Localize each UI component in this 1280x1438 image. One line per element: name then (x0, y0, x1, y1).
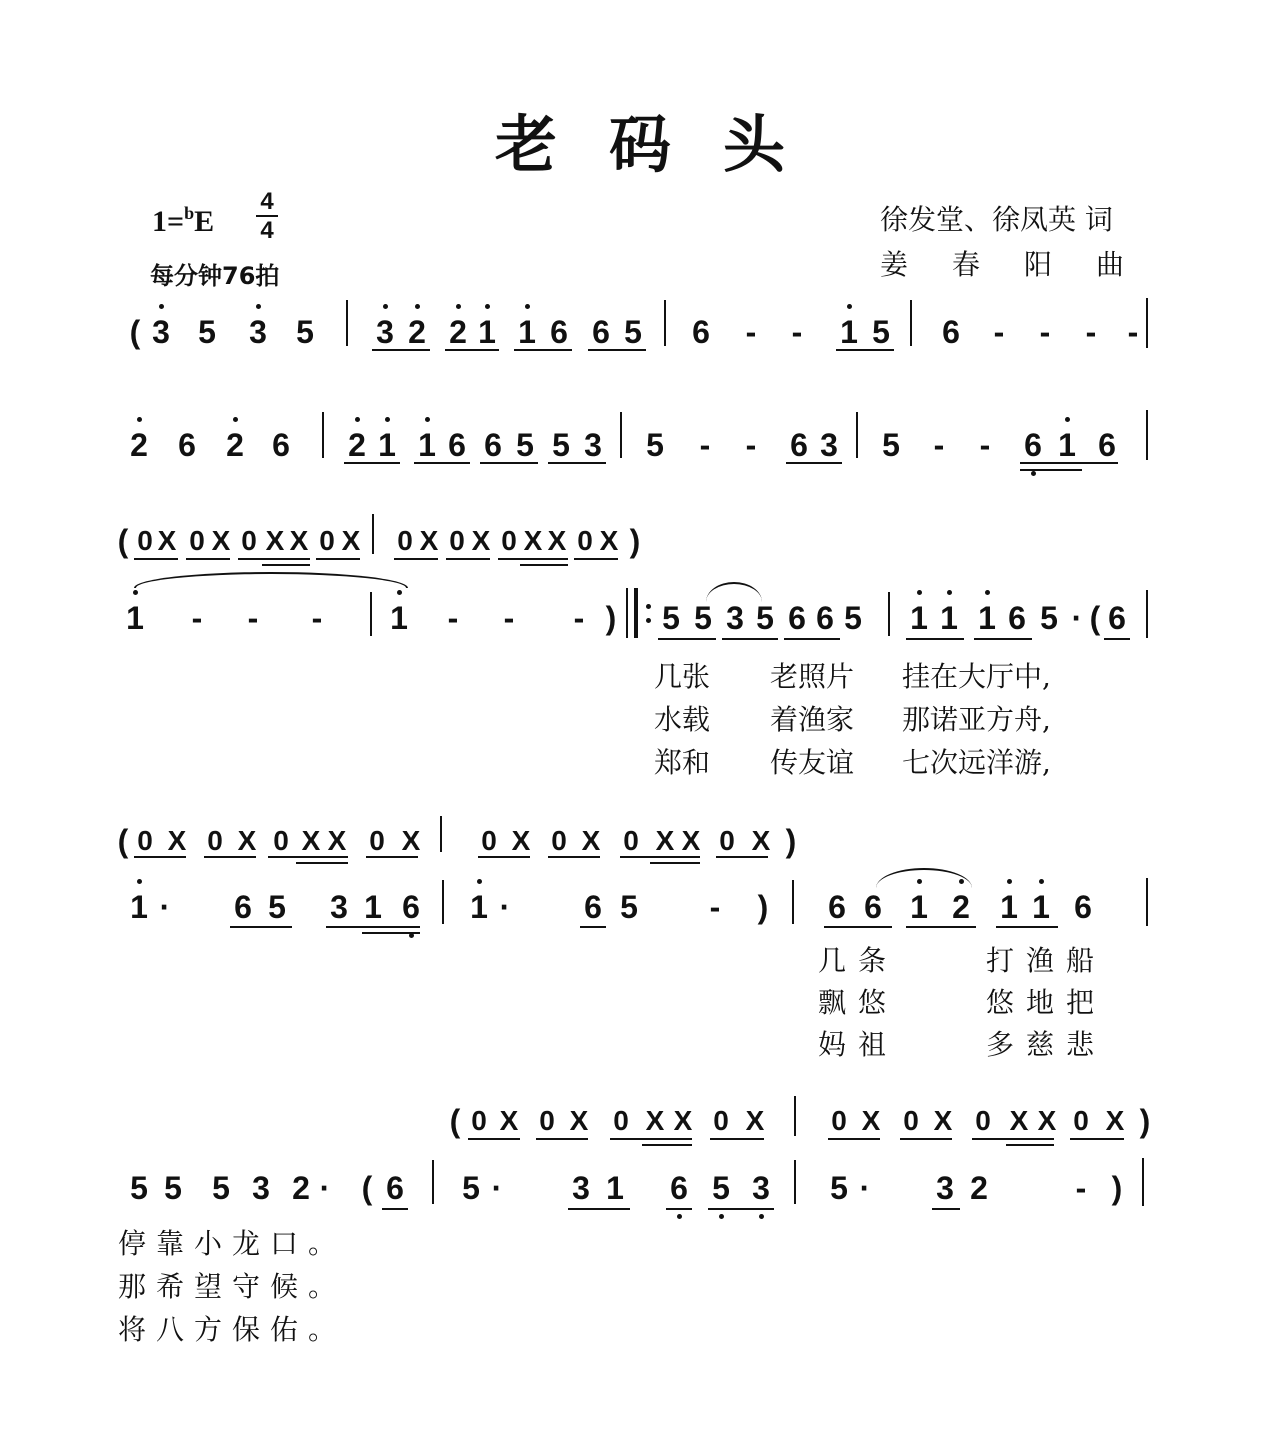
barline (372, 514, 374, 554)
lyricist-credit: 徐发堂、徐凤英 词 (880, 203, 1113, 236)
note: 1 (124, 887, 154, 927)
tie (706, 582, 762, 602)
note: X (569, 1105, 589, 1136)
note: - (447, 600, 459, 636)
tie (876, 868, 972, 888)
note: 1 (1026, 887, 1056, 927)
note: X (471, 525, 491, 556)
note: 6 (816, 600, 834, 636)
barline (856, 412, 858, 458)
underline (536, 1138, 588, 1140)
note: 0 (397, 525, 413, 556)
note: 3 (746, 1168, 776, 1208)
underline (382, 1208, 408, 1210)
note: 0 (471, 1105, 487, 1136)
underline (824, 926, 892, 928)
key-signature: 1=$^b$E (152, 203, 215, 238)
note: 6 (592, 314, 610, 350)
note: 1 (934, 598, 964, 638)
note: 5 (624, 314, 642, 350)
note: 2 (124, 425, 154, 465)
note: 2 (946, 887, 976, 927)
note: 2 (292, 1170, 310, 1206)
note: 0 (207, 825, 223, 856)
barline (346, 300, 348, 346)
note: 1 (834, 312, 864, 352)
underline (238, 558, 310, 560)
note: X (1105, 1105, 1125, 1136)
note: 6 (828, 889, 846, 925)
underline (1104, 638, 1130, 640)
note: X (861, 1105, 881, 1136)
underline (296, 862, 348, 864)
note: 6 (448, 427, 466, 463)
note: 1 (994, 887, 1024, 927)
barline (620, 412, 622, 458)
barline (626, 588, 628, 638)
note: 0 (189, 525, 205, 556)
note: 5 (706, 1168, 736, 1208)
note: X (1009, 1105, 1029, 1136)
note: - (699, 427, 711, 463)
note: X (237, 825, 257, 856)
note: ) (757, 889, 769, 925)
note: 5 (646, 427, 664, 463)
underline (650, 862, 700, 864)
lyric-line: 飘悠 悠地把 (818, 986, 1107, 1019)
note: X (1037, 1105, 1057, 1136)
underline (186, 558, 230, 560)
lyric-line: 停靠小龙口。 (118, 1227, 347, 1260)
underline (480, 462, 538, 464)
note: 0 (613, 1105, 629, 1136)
underline (498, 558, 568, 560)
underline (468, 1138, 520, 1140)
lyrics-verse-a (654, 655, 1051, 784)
note: - (1127, 314, 1139, 350)
underline (620, 856, 700, 858)
barline (910, 300, 912, 346)
note: 1 (372, 425, 402, 465)
repeat-barline (634, 588, 638, 638)
note: 3 (330, 889, 348, 925)
barline (322, 412, 324, 458)
underline (900, 1138, 952, 1140)
note: - (573, 600, 585, 636)
note: 1 (412, 425, 442, 465)
underline (1020, 462, 1118, 464)
barline (442, 880, 444, 924)
note: 3 (370, 312, 400, 352)
note: 3 (584, 427, 602, 463)
underline (828, 1138, 880, 1140)
underline (666, 1208, 692, 1210)
note: X (157, 525, 177, 556)
note: 0 (241, 525, 257, 556)
barline (1146, 590, 1148, 638)
note: - (745, 314, 757, 350)
note: 6 (178, 427, 196, 463)
note: 3 (252, 1170, 270, 1206)
note: 1 (904, 887, 934, 927)
barline (370, 592, 372, 636)
note: 2 (402, 312, 432, 352)
note: 5 (198, 314, 216, 350)
barline (432, 1160, 434, 1204)
note: X (673, 1105, 693, 1136)
underline (906, 926, 976, 928)
underline (996, 926, 1058, 928)
note: 6 (550, 314, 568, 350)
note: 0 (831, 1105, 847, 1136)
note: - (979, 427, 991, 463)
underline (658, 638, 716, 640)
underline (722, 638, 778, 640)
lyric-line: 那希望守候。 (118, 1270, 347, 1303)
note: X (301, 825, 321, 856)
note: 5 (756, 600, 774, 636)
note: 6 (664, 1168, 694, 1208)
note: 6 (1008, 600, 1026, 636)
note: ( (117, 823, 129, 859)
note: · (859, 1170, 871, 1206)
underline (610, 1138, 692, 1140)
note: X (211, 525, 231, 556)
note: - (311, 600, 323, 636)
note: 0 (713, 1105, 729, 1136)
note: X (167, 825, 187, 856)
note: 3 (572, 1170, 590, 1206)
note: ) (629, 523, 641, 559)
barline (1146, 410, 1148, 460)
note: - (993, 314, 1005, 350)
note: ( (117, 523, 129, 559)
underline (708, 1208, 774, 1210)
barline (1146, 298, 1148, 348)
note: - (1039, 314, 1051, 350)
note: 0 (501, 525, 517, 556)
note: X (499, 1105, 519, 1136)
note: 5 (552, 427, 570, 463)
note: · (159, 889, 171, 925)
underline (1070, 1138, 1124, 1140)
note: 3 (820, 427, 838, 463)
underline (574, 558, 618, 560)
note: · (491, 1170, 503, 1206)
underline (414, 462, 470, 464)
note: 0 (719, 825, 735, 856)
note: 1 (1052, 425, 1082, 465)
note: 0 (481, 825, 497, 856)
note: X (419, 525, 439, 556)
underline (316, 558, 360, 560)
note: 1 (120, 598, 150, 638)
underline (134, 558, 178, 560)
underline (230, 926, 292, 928)
underline (580, 926, 606, 928)
note: 5 (462, 1170, 480, 1206)
note: X (523, 525, 543, 556)
note: 1 (606, 1170, 624, 1206)
tempo-marking: 每分钟76拍 (150, 262, 280, 290)
note: 2 (970, 1170, 988, 1206)
slur (134, 572, 408, 588)
note: 1 (904, 598, 934, 638)
underline (974, 638, 1032, 640)
note: 2 (342, 425, 372, 465)
note: 0 (903, 1105, 919, 1136)
underline (588, 349, 646, 351)
lyrics-verse-c (118, 1222, 346, 1351)
note: ) (605, 600, 617, 636)
song-title: 老码头 (494, 108, 837, 181)
lyric-line: 水载 着渔家 那诺亚方舟, (654, 703, 1051, 736)
note: 0 (273, 825, 289, 856)
underline (548, 856, 600, 858)
note: 1 (464, 887, 494, 927)
note: 0 (1073, 1105, 1089, 1136)
note: - (745, 427, 757, 463)
note: 6 (272, 427, 290, 463)
note: 6 (942, 314, 960, 350)
note: X (599, 525, 619, 556)
note: 0 (449, 525, 465, 556)
underline (786, 462, 842, 464)
note: 5 (694, 600, 712, 636)
underline (362, 932, 420, 934)
note: 2 (220, 425, 250, 465)
underline (366, 856, 418, 858)
note: 6 (234, 889, 252, 925)
note: 1 (472, 312, 502, 352)
note: 0 (577, 525, 593, 556)
note: 1 (512, 312, 542, 352)
note: 0 (623, 825, 639, 856)
underline (906, 638, 964, 640)
underline (1020, 469, 1082, 471)
note: 5 (130, 1170, 148, 1206)
note: X (341, 525, 361, 556)
underline (204, 856, 256, 858)
note: 0 (137, 525, 153, 556)
note: - (191, 600, 203, 636)
note: 0 (551, 825, 567, 856)
underline (548, 462, 606, 464)
underline (514, 349, 572, 351)
underline (716, 856, 768, 858)
note: ( (449, 1103, 461, 1139)
lyric-line: 几张 老照片 挂在大厅中, (654, 660, 1051, 693)
underline (710, 1138, 764, 1140)
underline (134, 856, 186, 858)
underline (268, 856, 348, 858)
note: X (327, 825, 347, 856)
note: 5 (296, 314, 314, 350)
barline (792, 880, 794, 924)
underline (372, 349, 430, 351)
barline (440, 816, 442, 852)
note: 6 (790, 427, 808, 463)
note: 5 (164, 1170, 182, 1206)
note: X (547, 525, 567, 556)
note: X (289, 525, 309, 556)
note: 1 (364, 889, 382, 925)
note: 0 (369, 825, 385, 856)
lyric-line: 将八方保佑。 (118, 1313, 347, 1346)
note: 5 (844, 600, 862, 636)
note: 6 (692, 314, 710, 350)
note: X (511, 825, 531, 856)
note: - (503, 600, 515, 636)
barline (1142, 1158, 1144, 1206)
underline (344, 462, 400, 464)
note: 5 (872, 314, 890, 350)
underline (836, 349, 894, 351)
note: X (655, 825, 675, 856)
underline (568, 1208, 630, 1210)
note: X (681, 825, 701, 856)
note: 6 (788, 600, 806, 636)
note: 1 (972, 598, 1002, 638)
note: 0 (137, 825, 153, 856)
note: X (265, 525, 285, 556)
note: X (401, 825, 421, 856)
note: X (645, 1105, 665, 1136)
underline (394, 558, 438, 560)
note: X (581, 825, 601, 856)
note: 6 (396, 887, 426, 927)
note: ( (129, 314, 141, 350)
note: 3 (146, 312, 176, 352)
note: 5 (662, 600, 680, 636)
note: - (709, 889, 721, 925)
note: 5 (882, 427, 900, 463)
note: 5 (212, 1170, 230, 1206)
underline (262, 564, 310, 566)
underline (520, 564, 568, 566)
underline (1006, 1144, 1054, 1146)
note: 5 (830, 1170, 848, 1206)
underline (326, 926, 420, 928)
note: 5 (620, 889, 638, 925)
note: ) (785, 823, 797, 859)
note: · (499, 889, 511, 925)
note: ) (1139, 1103, 1151, 1139)
note: 1 (384, 598, 414, 638)
barline (664, 300, 666, 346)
lyric-line: 郑和 传友谊 七次远洋游, (654, 746, 1051, 779)
underline (972, 1138, 1054, 1140)
underline (478, 856, 530, 858)
note: 0 (539, 1105, 555, 1136)
note: X (933, 1105, 953, 1136)
note: - (247, 600, 259, 636)
underline (784, 638, 840, 640)
note: X (745, 1105, 765, 1136)
note: 6 (1108, 600, 1126, 636)
underline (932, 1208, 960, 1210)
underline (445, 349, 499, 351)
note: ( (1089, 600, 1101, 636)
underline (446, 558, 490, 560)
note: - (1085, 314, 1097, 350)
composer-credit: 姜春阳曲 (880, 248, 1169, 281)
note: 6 (584, 889, 602, 925)
note: 3 (726, 600, 744, 636)
note: - (1075, 1170, 1087, 1206)
note: ( (361, 1170, 373, 1206)
note: 6 (386, 1170, 404, 1206)
note: 5 (268, 889, 286, 925)
note: 2 (443, 312, 473, 352)
note: ) (1111, 1170, 1123, 1206)
note: 3 (936, 1170, 954, 1206)
note: 6 (1018, 425, 1048, 465)
lyric-line: 妈祖 多慈悲 (818, 1028, 1107, 1061)
note: · (319, 1170, 331, 1206)
lyric-line: 几条 打渔船 (818, 944, 1107, 977)
note: 6 (1074, 889, 1092, 925)
note: X (751, 825, 771, 856)
note: 5 (1040, 600, 1058, 636)
note: · (1071, 600, 1083, 636)
note: - (791, 314, 803, 350)
barline (888, 592, 890, 636)
barline (794, 1096, 796, 1136)
note: 6 (484, 427, 502, 463)
note: 6 (864, 889, 882, 925)
note: 3 (243, 312, 273, 352)
note: 0 (319, 525, 335, 556)
barline (794, 1160, 796, 1204)
underline (642, 1144, 692, 1146)
time-signature: 4 4 (256, 188, 278, 244)
note: 0 (975, 1105, 991, 1136)
note: 6 (1098, 427, 1116, 463)
barline (1146, 878, 1148, 926)
note: - (933, 427, 945, 463)
note: 5 (516, 427, 534, 463)
lyrics-verse-b (818, 940, 1106, 1066)
